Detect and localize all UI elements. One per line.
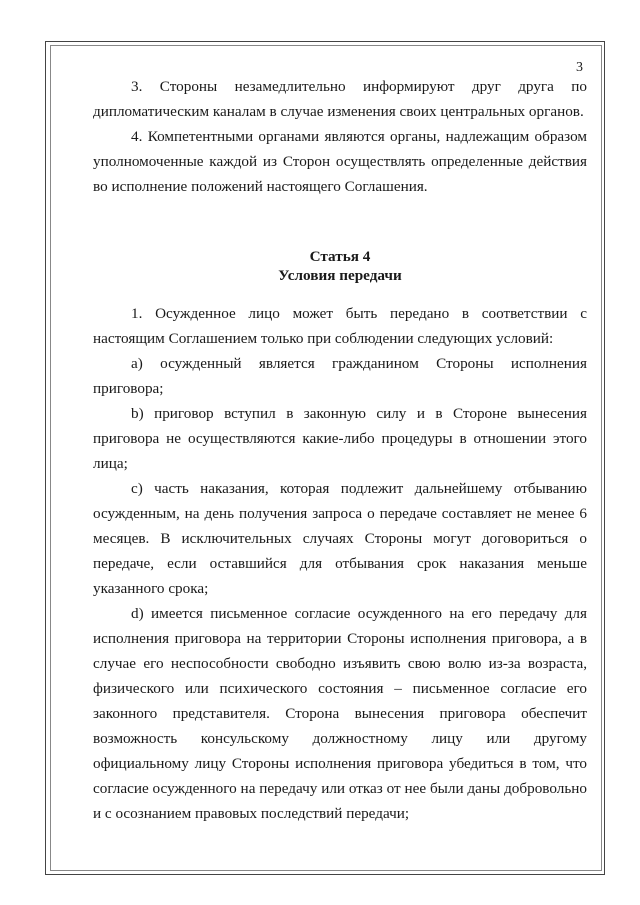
document-body <box>93 74 587 826</box>
paragraph-3: 3. Стороны незамедлительно информируют друг друга по дипломатическим каналам в случае изменения своих центральных органов. <box>93 78 587 120</box>
article-item-c: c) часть наказания, которая подлежит дальнейшему отбыванию осужденным, на день получения запроса о передаче составляет не менее 6 месяцев. В исключительных случаях Стороны могут договориться о передаче, если оставшийся для отбывания срок наказания меньше указанного срока; <box>93 480 587 597</box>
article-item-d: d) имеется письменное согласие осужденного на его передачу для исполнения приговора на территории Стороны исполнения приговора, а в случае его неспособности свободно изъявить свою волю из-за возраста, физического или психического состояния – письменное согласие его законного представителя. Сторона вынесения приговора обеспечит возможность консульскому должностному лицу или другому официальному лицу Стороны исполнения приговора убедиться в том, что согласие осужденного на передачу или отказ от нее были даны добровольно и с осознанием правовых последствий передачи; <box>93 605 587 822</box>
article-number: Статья 4 <box>309 248 371 265</box>
article-item-b: b) приговор вступил в законную силу и в Стороне вынесения приговора не осуществляются какие-либо процедуры в отношении этого лица; <box>93 405 587 472</box>
paragraph-4: 4. Компетентными органами являются органы, надлежащим образом уполномоченные каждой из Сторон осуществлять определенные действия во исполнение положений настоящего Соглашения. <box>93 128 587 195</box>
article-heading <box>93 247 587 285</box>
article-paragraph-1: 1. Осужденное лицо может быть передано в соответствии с настоящим Соглашением только при соблюдении следующих условий: <box>93 305 587 347</box>
page-number: 3 <box>576 60 583 75</box>
article-title: Условия передачи <box>278 267 402 284</box>
article-item-a: a) осужденный является гражданином Стороны исполнения приговора; <box>93 355 587 397</box>
